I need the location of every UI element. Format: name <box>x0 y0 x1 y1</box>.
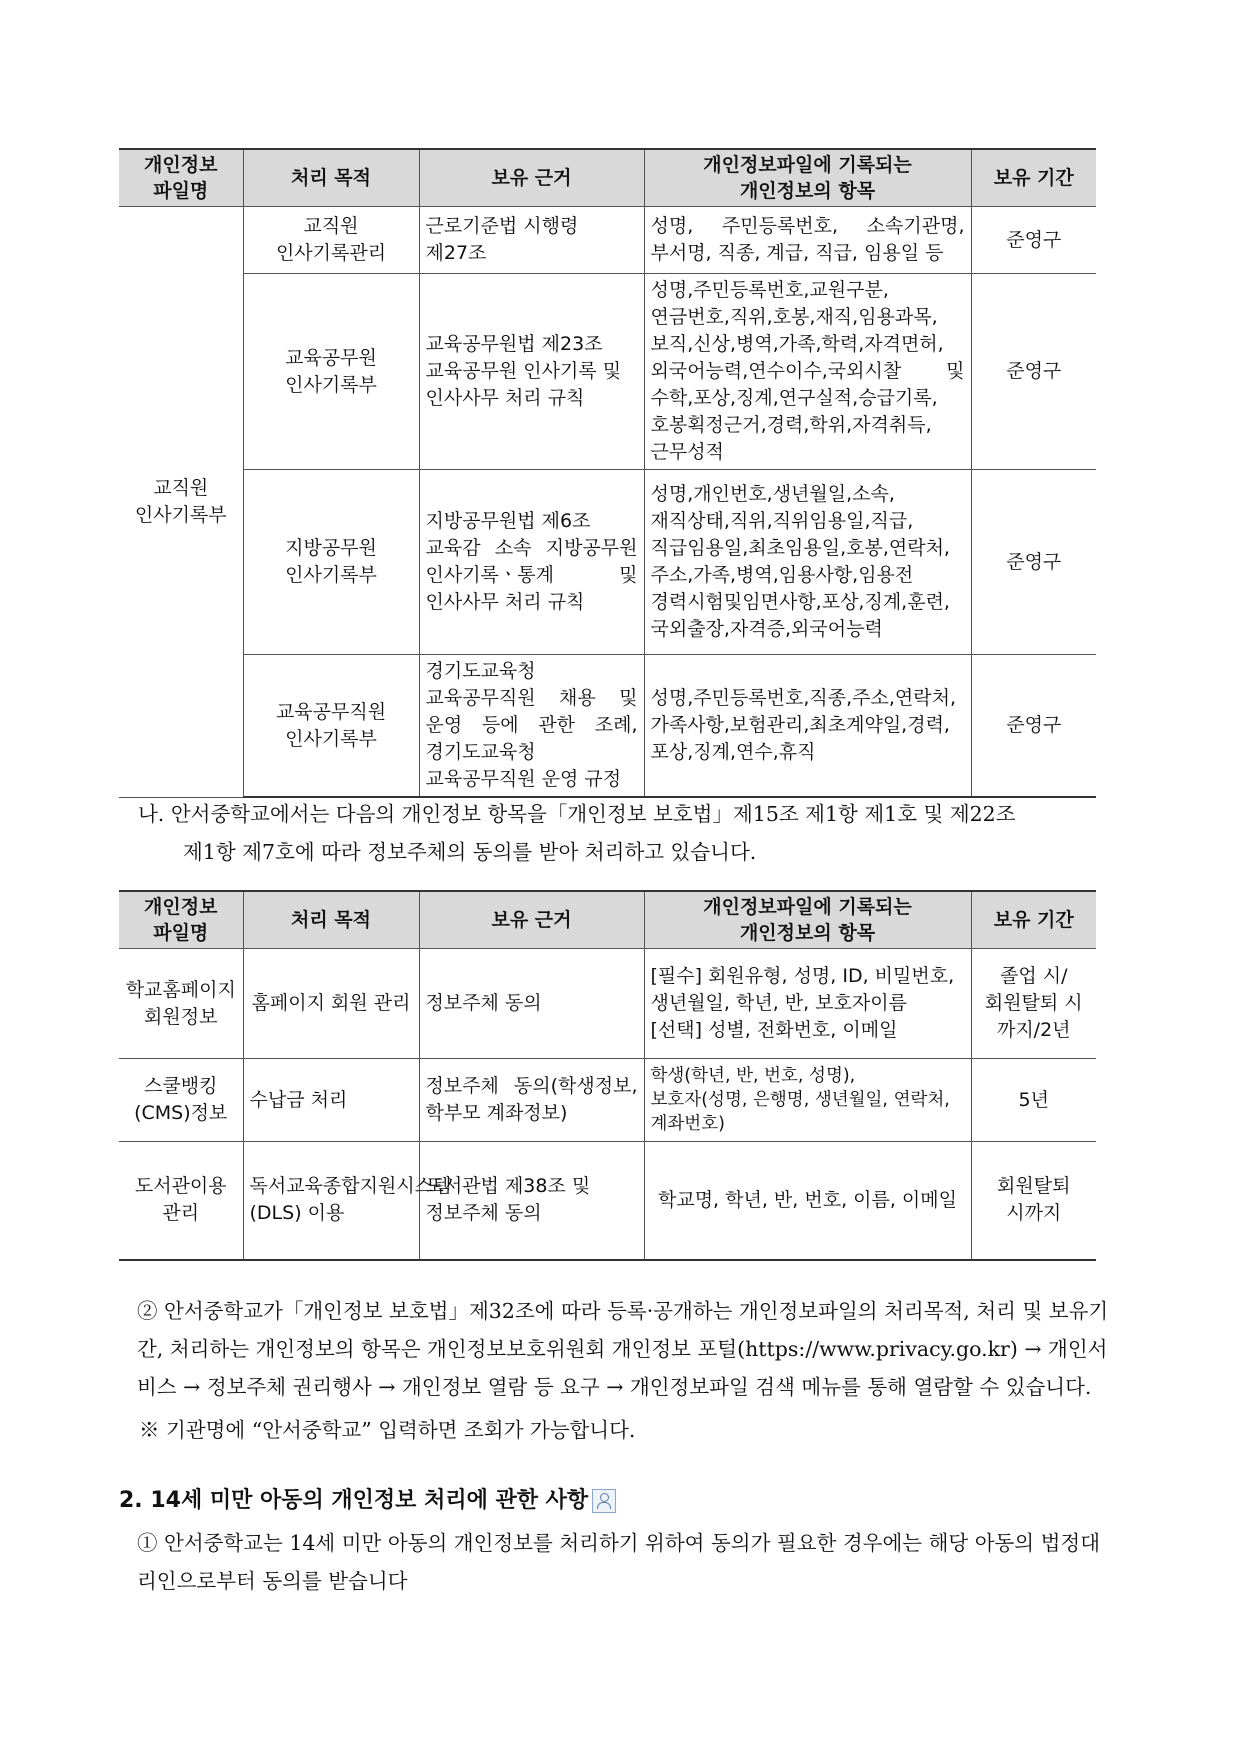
items-cell: 성명,주민등록번호,교원구분,연금번호,직위,호봉,재직,임용과목,보직,신상,병역,가족,학력,자격면허,외국어능력,연수이수,국외시찰 및 수학,포상,징계,연구실적,승급기록,호봉획정근거,경력,학위,자격취득,근무성적 <box>644 274 971 470</box>
paragraph-line: 리인으로부터 동의를 받습니다 <box>137 1569 408 1593</box>
basis-cell: 지방공무원법 제6조 교육감 소속 지방공무원 인사기록ㆍ통계 및 인사사무 처리 규칙 <box>419 470 644 655</box>
personal-info-file-table-2 <box>119 890 1096 1261</box>
header-file-name: 개인정보 파일명 <box>119 891 243 949</box>
paragraph-na <box>138 795 1133 871</box>
table-header-row <box>119 891 1096 949</box>
note-text: ※ 기관명에 “안서중학교” 입력하면 조회가 가능합니다. <box>139 1418 636 1442</box>
basis-cell: 도서관법 제38조 및 정보주체 동의 <box>419 1142 644 1260</box>
table-header-row <box>119 149 1096 207</box>
purpose-cell: 독서교육종합지원시스템(DLS) 이용 <box>243 1142 419 1260</box>
paragraph-line: 나. 안서중학교에서는 다음의 개인정보 항목을「개인정보 보호법」제15조 제1항 제1호 및 제22조 <box>138 802 1016 826</box>
basis-cell: 정보주체 동의 <box>419 949 644 1059</box>
period-cell: 졸업 시/ 회원탈퇴 시 까지/2년 <box>971 949 1096 1059</box>
header-items: 개인정보파일에 기록되는 개인정보의 항목 <box>644 891 971 949</box>
file-name-cell: 교직원 인사기록부 <box>119 207 243 798</box>
image-placeholder-icon <box>592 1489 616 1513</box>
purpose-cell: 교직원 인사기록관리 <box>243 207 419 274</box>
items-cell: [필수] 회원유형, 성명, ID, 비밀번호, 생년월일, 학년, 반, 보호자이름 [선택] 성별, 전화번호, 이메일 <box>644 949 971 1059</box>
paragraph-line: ② 안서중학교가「개인정보 보호법」제32조에 따라 등록·공개하는 개인정보파일의 처리목적, 처리 및 보유기 <box>137 1299 1109 1323</box>
items-cell: 성명,주민등록번호,직종,주소,연락처,가족사항,보험관리,최초계약일,경력,포상,징계,연수,휴직 <box>644 655 971 798</box>
file-name-cell: 스쿨뱅킹 (CMS)정보 <box>119 1059 243 1142</box>
period-cell: 준영구 <box>971 655 1096 798</box>
purpose-cell: 수납금 처리 <box>243 1059 419 1142</box>
table-row <box>119 949 1096 1059</box>
period-cell: 준영구 <box>971 274 1096 470</box>
header-period: 보유 기간 <box>971 891 1096 949</box>
basis-cell: 정보주체 동의(학생정보, 학부모 계좌정보) <box>419 1059 644 1142</box>
personal-info-file-table-1 <box>119 148 1096 798</box>
header-period: 보유 기간 <box>971 149 1096 207</box>
table-row <box>119 274 1096 470</box>
paragraph-line: 간, 처리하는 개인정보의 항목은 개인정보보호위원회 개인정보 포털(https://www.privacy.go.kr) → 개인서 <box>137 1337 1108 1361</box>
items-cell: 성명,개인번호,생년월일,소속,재직상태,직위,직위임용일,직급,직급임용일,최초임용일,호봉,연락처,주소,가족,병역,임용사항,임용전 경력시험및임면사항,포상,징계,훈련,국외출장,자격증,외국어능력 <box>644 470 971 655</box>
header-file-name: 개인정보 파일명 <box>119 149 243 207</box>
paragraph-two <box>137 1292 1132 1406</box>
header-purpose: 처리 목적 <box>243 149 419 207</box>
section-heading-text: 2. 14세 미만 아동의 개인정보 처리에 관한 사항 <box>119 1488 589 1513</box>
basis-cell: 경기도교육청 교육공무직원 채용 및 운영 등에 관한 조례, 경기도교육청 교육공무직원 운영 규정 <box>419 655 644 798</box>
basis-cell: 교육공무원법 제23조 교육공무원 인사기록 및 인사사무 처리 규칙 <box>419 274 644 470</box>
table-row <box>119 470 1096 655</box>
paragraph-line: 제1항 제7호에 따라 정보주체의 동의를 받아 처리하고 있습니다. <box>183 840 757 864</box>
paragraph-line: ① 안서중학교는 14세 미만 아동의 개인정보를 처리하기 위하여 동의가 필요한 경우에는 해당 아동의 법정대 <box>137 1531 1101 1555</box>
header-basis: 보유 근거 <box>419 891 644 949</box>
table-row <box>119 1059 1096 1142</box>
purpose-cell: 홈페이지 회원 관리 <box>243 949 419 1059</box>
purpose-cell: 지방공무원 인사기록부 <box>243 470 419 655</box>
period-cell: 준영구 <box>971 470 1096 655</box>
period-cell: 5년 <box>971 1059 1096 1142</box>
items-cell: 학생(학년, 반, 번호, 성명), 보호자(성명, 은행명, 생년월일, 연락처, 계좌번호) <box>644 1059 971 1142</box>
basis-cell: 근로기준법 시행령 제27조 <box>419 207 644 274</box>
header-purpose: 처리 목적 <box>243 891 419 949</box>
file-name-cell: 학교홈페이지 회원정보 <box>119 949 243 1059</box>
items-cell: 성명, 주민등록번호, 소속기관명, 부서명, 직종, 계급, 직급, 임용일 등 <box>644 207 971 274</box>
header-basis: 보유 근거 <box>419 149 644 207</box>
items-cell: 학교명, 학년, 반, 번호, 이름, 이메일 <box>644 1142 971 1260</box>
header-items: 개인정보파일에 기록되는 개인정보의 항목 <box>644 149 971 207</box>
section-heading <box>119 1484 616 1518</box>
paragraph-one <box>137 1524 1132 1600</box>
period-cell: 준영구 <box>971 207 1096 274</box>
table-row <box>119 1142 1096 1260</box>
table-row <box>119 655 1096 798</box>
table-row <box>119 207 1096 274</box>
file-name-cell: 도서관이용 관리 <box>119 1142 243 1260</box>
period-cell: 회원탈퇴 시까지 <box>971 1142 1096 1260</box>
paragraph-line: 비스 → 정보주체 권리행사 → 개인정보 열람 등 요구 → 개인정보파일 검색 메뉴를 통해 열람할 수 있습니다. <box>137 1375 1092 1399</box>
purpose-cell: 교육공무직원 인사기록부 <box>243 655 419 798</box>
purpose-cell: 교육공무원 인사기록부 <box>243 274 419 470</box>
